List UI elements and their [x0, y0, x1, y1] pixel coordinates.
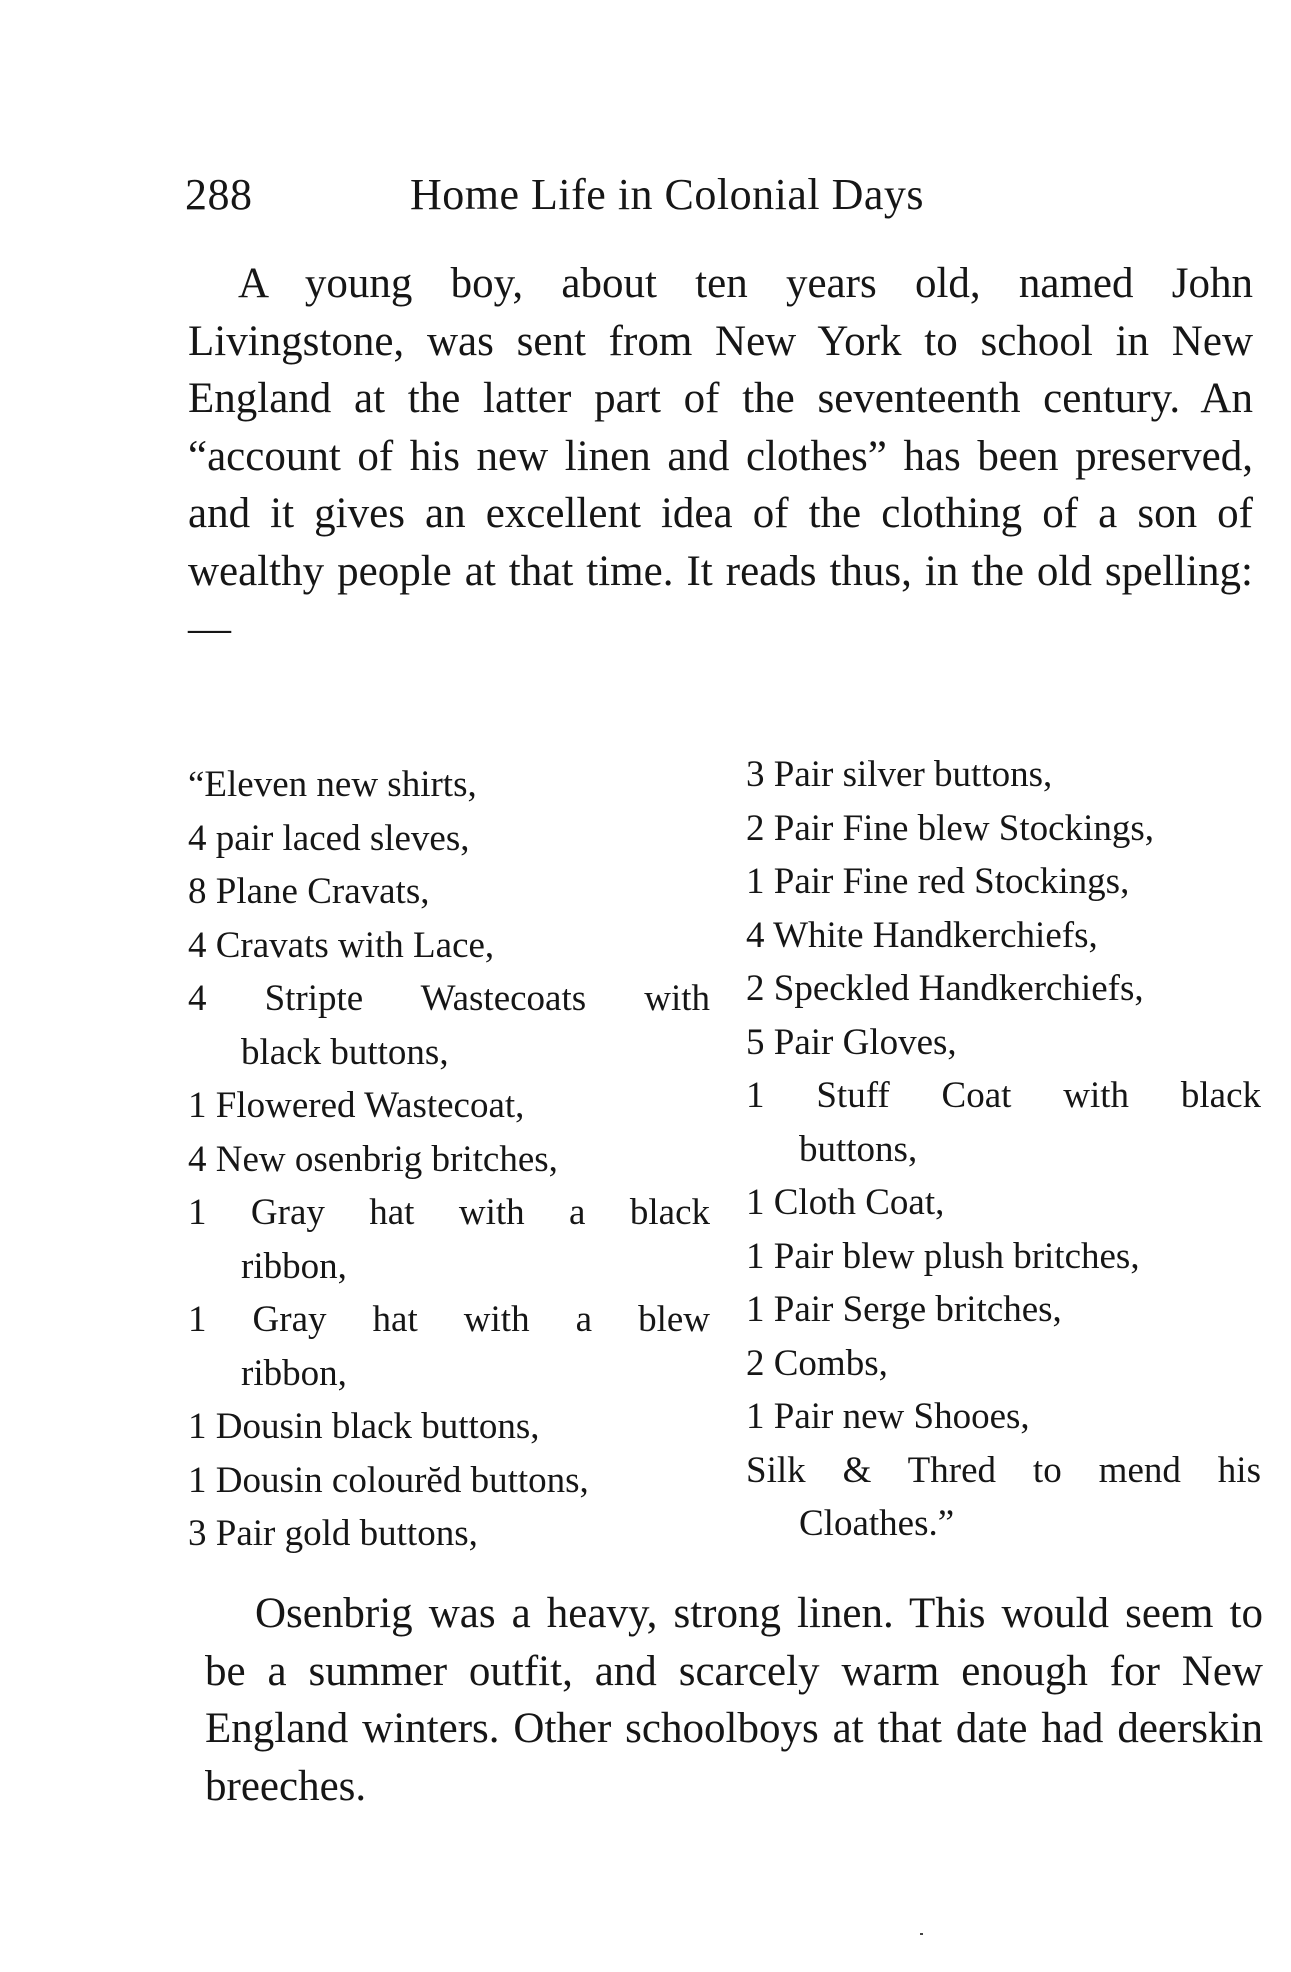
list-item: Silk & Thred to mend his [746, 1449, 1261, 1491]
list-item: 3 Pair gold buttons, [188, 1513, 478, 1554]
list-item: 1 Stuff Coat with black [746, 1075, 1261, 1116]
page-number: 288 [185, 170, 253, 219]
list-item: 1 Dousin black buttons, [188, 1406, 540, 1447]
list-item: “Eleven new shirts, [188, 764, 477, 805]
list-item: 4 Cravats with Lace, [188, 924, 495, 966]
clothing-list-right [746, 748, 1261, 1551]
list-item-continuation: ribbon, [241, 1245, 347, 1287]
list-item-continuation: buttons, [799, 1128, 918, 1170]
list-item: 1 Flowered Wastecoat, [188, 1085, 525, 1126]
list-item-continuation: black buttons, [241, 1031, 449, 1073]
list-item: 1 Pair Fine red Stockings, [746, 861, 1130, 902]
list-item: 2 Pair Fine blew Stockings, [746, 807, 1155, 849]
running-title: Home Life in Colonial Days [410, 170, 925, 219]
list-item: 1 Pair blew plush britches, [746, 1235, 1140, 1277]
list-item: 4 New osenbrig britches, [188, 1138, 558, 1180]
list-item-continuation: ribbon, [241, 1352, 347, 1394]
list-item: 1 Cloth Coat, [746, 1182, 945, 1223]
clothing-list-left [188, 758, 710, 1561]
closing-paragraph [205, 1585, 1263, 1815]
closing-text: Osenbrig was a heavy, strong linen. This would seem to be a summer outfit, and scarcely warm enough for New England winters. Other schoolboys at that date had deerskin breeches. [205, 1590, 1263, 1810]
list-item: 3 Pair silver buttons, [746, 754, 1053, 795]
list-item: 1 Gray hat with a blew [188, 1299, 710, 1340]
intro-paragraph [188, 255, 1253, 658]
list-item-continuation: Cloathes.” [799, 1503, 955, 1544]
list-item: 2 Combs, [746, 1342, 888, 1384]
list-item: 4 White Handkerchiefs, [746, 914, 1098, 956]
list-item: 4 pair laced sleves, [188, 817, 470, 859]
list-item: 1 Pair new Shooes, [746, 1396, 1030, 1437]
list-item: 1 Pair Serge britches, [746, 1289, 1062, 1330]
list-item: 2 Speckled Handkerchiefs, [746, 968, 1144, 1009]
list-item: 5 Pair Gloves, [746, 1021, 957, 1063]
list-item: 8 Plane Cravats, [188, 871, 430, 912]
list-item: 1 Dousin colourĕd buttons, [188, 1459, 589, 1501]
intro-text: A young boy, about ten years old, named John Livingstone, was sent from New York to school in New England at the latter part of the seventeenth century. An “account of his new linen and clothes” has been preserved, and it gives an excellent idea of the clothing of a son of wealthy people at that time. It reads thus, in the old spelling: — [188, 260, 1253, 652]
print-speck [920, 1933, 923, 1935]
list-item: 1 Gray hat with a black [188, 1192, 710, 1233]
running-header [185, 165, 1085, 225]
list-item: 4 Stripte Wastecoats with [188, 978, 710, 1019]
